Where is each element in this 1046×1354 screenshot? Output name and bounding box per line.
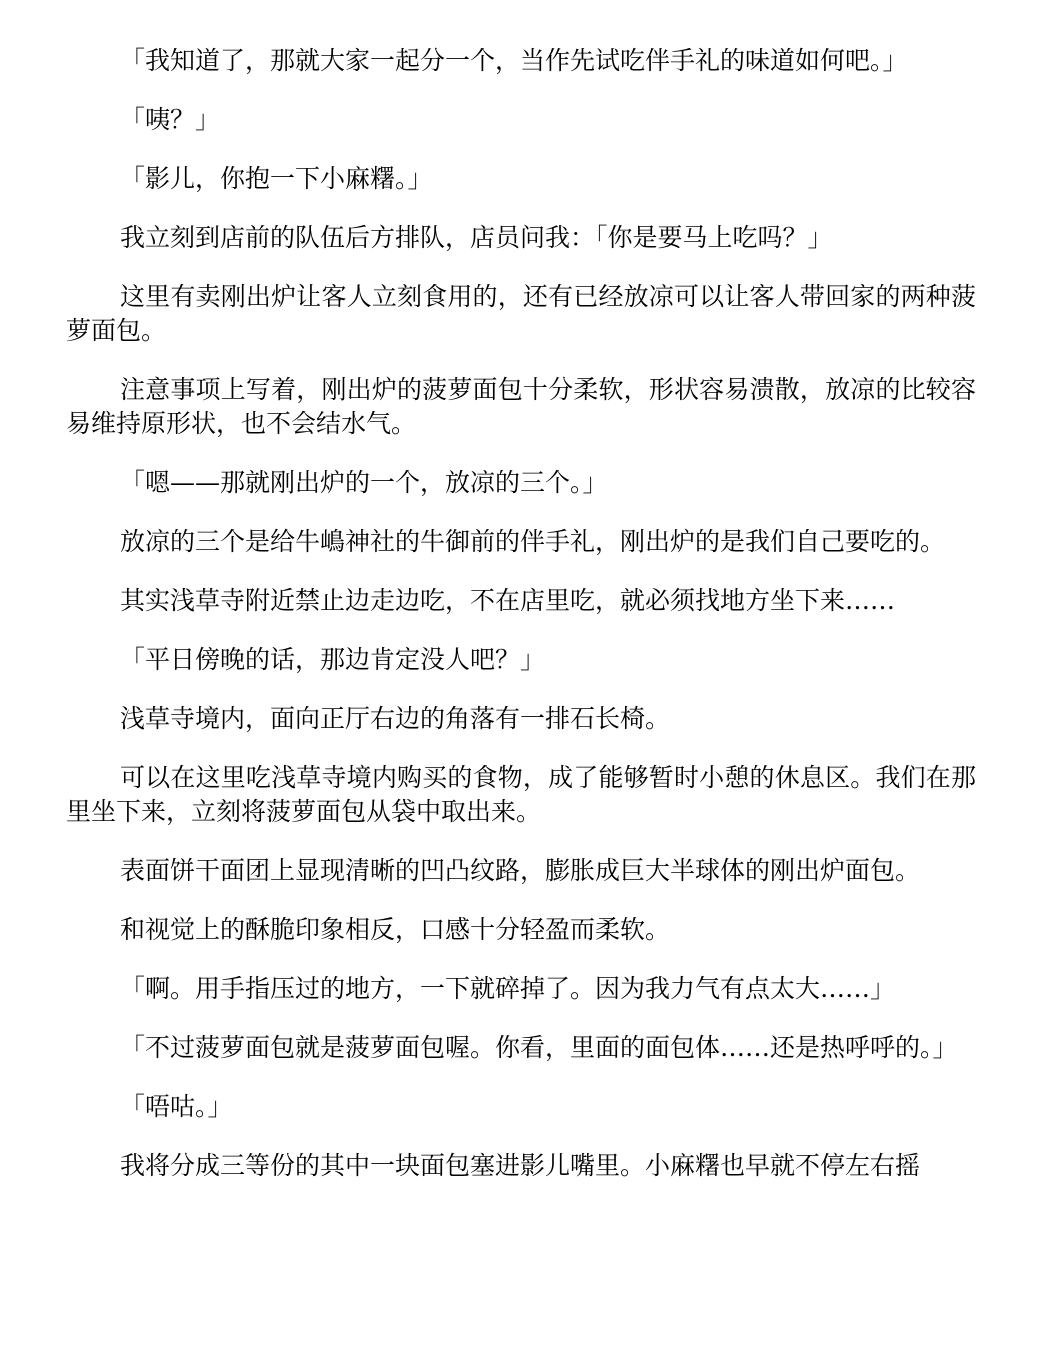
paragraph: 表面饼干面团上显现清晰的凹凸纹路，膨胀成巨大半球体的刚出炉面包。 xyxy=(120,856,921,885)
paragraph: 浅草寺境内，面向正厅右边的角落有一排石长椅。 xyxy=(120,704,671,733)
paragraph: 「唔咕。」 xyxy=(120,1092,233,1121)
document-page xyxy=(66,44,976,1208)
paragraph: 「啊。用手指压过的地方，一下就碎掉了。因为我力气有点太大……」 xyxy=(120,974,896,1003)
paragraph: 「不过菠萝面包就是菠萝面包喔。你看，里面的面包体……还是热呼呼的。」 xyxy=(120,1033,958,1062)
paragraph: 「影儿，你抱一下小麻糬。」 xyxy=(120,164,433,193)
paragraph: 「咦？」 xyxy=(120,105,221,134)
paragraph: 「嗯——那就刚出炉的一个，放凉的三个。」 xyxy=(120,468,608,497)
paragraph: 放凉的三个是给牛嶋神社的牛御前的伴手礼，刚出炉的是我们自己要吃的。 xyxy=(120,527,946,556)
paragraph: 我将分成三等份的其中一块面包塞进影儿嘴里。小麻糬也早就不停左右摇 xyxy=(120,1151,921,1180)
paragraph: 我立刻到店前的队伍后方排队，店员问我：「你是要马上吃吗？」 xyxy=(120,223,833,252)
paragraph: 「我知道了，那就大家一起分一个，当作先试吃伴手礼的味道如何吧。」 xyxy=(120,46,908,75)
paragraph: 其实浅草寺附近禁止边走边吃，不在店里吃，就必须找地方坐下来…… xyxy=(120,586,896,615)
paragraph: 和视觉上的酥脆印象相反，口感十分轻盈而柔软。 xyxy=(120,915,671,944)
paragraph: 「平日傍晚的话，那边肯定没人吧？」 xyxy=(120,645,546,674)
paragraph: 可以在这里吃浅草寺境内购买的食物，成了能够暂时小憩的休息区。我们在那里坐下来，立刻将菠萝面包从袋中取出来。 xyxy=(66,763,976,826)
paragraph: 注意事项上写着，刚出炉的菠萝面包十分柔软，形状容易溃散，放凉的比较容易维持原形状，也不会结水气。 xyxy=(66,375,976,438)
paragraph: 这里有卖刚出炉让客人立刻食用的，还有已经放凉可以让客人带回家的两种菠萝面包。 xyxy=(66,282,976,345)
